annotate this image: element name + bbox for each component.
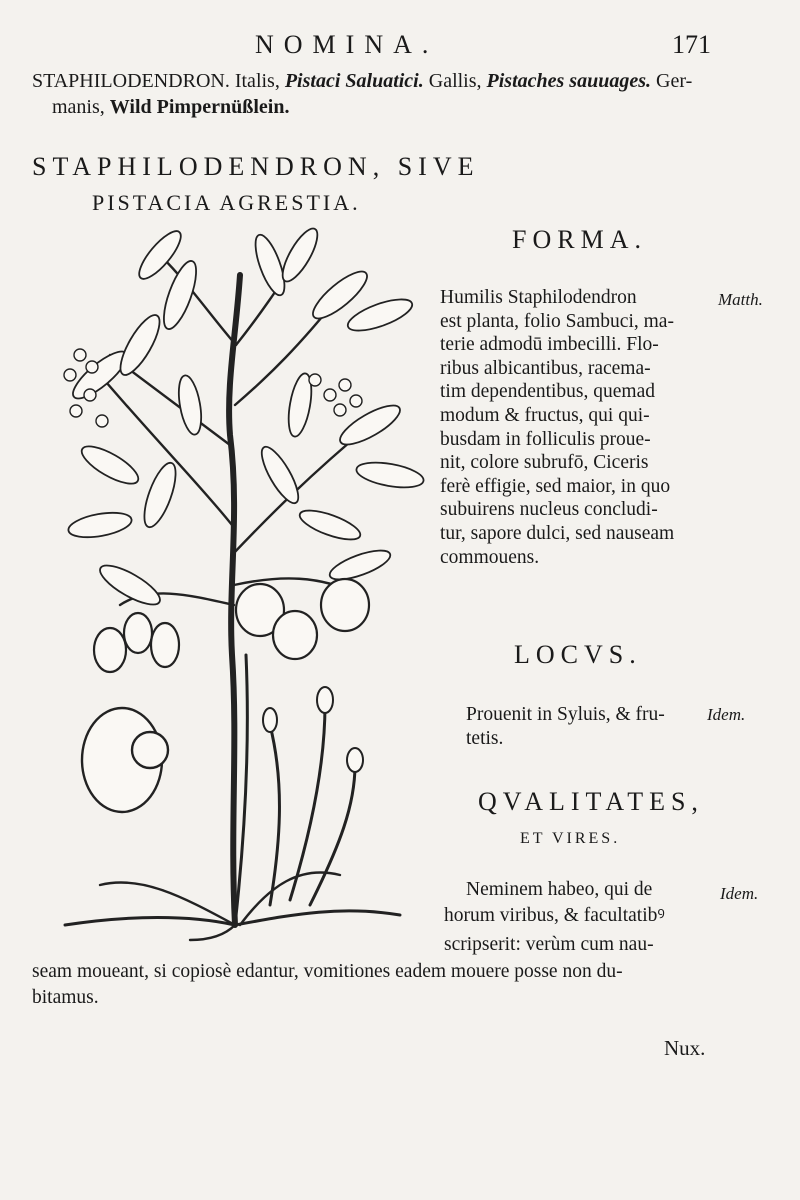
qualitates-line: horum viribus, & facultatibꝰ — [444, 905, 665, 926]
margin-note-idem-1: Idem. — [707, 705, 746, 724]
qualitates-heading: QVALITATES, — [478, 787, 704, 816]
forma-line: tim dependentibus, quemad — [440, 381, 655, 403]
forma-line: terie admodū imbecilli. Flo- — [440, 334, 659, 356]
plant-subtitle: PISTACIA AGRESTIA. — [92, 190, 361, 215]
forma-line: subuirens nucleus concludi- — [440, 499, 658, 521]
catchword: Nux. — [664, 1036, 706, 1060]
forma-line: est planta, folio Sambuci, ma- — [440, 310, 674, 332]
names-line-2 — [52, 96, 289, 119]
margin-note-idem-2: Idem. — [720, 884, 759, 903]
french-name: Pistaches sauuages. — [486, 70, 651, 92]
italian-name: Pistaci Saluatici. — [284, 70, 424, 92]
forma-heading: FORMA. — [512, 225, 647, 254]
german-name: Wild Pimpernüßlein. — [109, 96, 290, 118]
forma-line: Humilis Staphilodendron — [440, 287, 637, 308]
locus-line: tetis. — [466, 727, 504, 749]
ger-word: Ger- — [656, 70, 693, 92]
qualitates-line: bitamus. — [32, 987, 99, 1008]
gallis-word: Gallis, — [428, 70, 482, 92]
page-number: 171 — [672, 30, 711, 59]
manis-word: manis, — [52, 96, 105, 118]
plant-woodcut-illustration — [40, 225, 440, 945]
forma-line: busdam in folliculis proue- — [440, 428, 651, 450]
forma-line: modum & fructus, qui qui- — [440, 404, 650, 426]
qualitates-subheading: ET VIRES. — [520, 830, 621, 847]
forma-line: ribus albicantibus, racema- — [440, 357, 651, 379]
qualitates-line: seam moueant, si copiosè edantur, vomitiones eadem mouere posse non du- — [32, 961, 623, 982]
qualitates-line: scripserit: verùm cum nau- — [444, 934, 654, 955]
names-line-1 — [32, 70, 692, 93]
italis-word: Italis, — [234, 70, 280, 92]
forma-line: nit, colore subrufō, Ciceris — [440, 452, 649, 474]
forma-paragraph — [440, 286, 674, 569]
margin-note-matth: Matth. — [718, 290, 763, 309]
running-header: NOMINA. — [255, 30, 439, 59]
locus-paragraph — [466, 703, 665, 750]
qualitates-line: Neminem habeo, qui de — [466, 879, 653, 900]
forma-line: tur, sapore dulci, sed nauseam — [440, 522, 675, 544]
locus-heading: LOCVS. — [514, 640, 642, 669]
names-label: STAPHILODENDRON. — [32, 70, 230, 92]
plant-title: STAPHILODENDRON, SIVE — [32, 152, 480, 181]
forma-line: ferè effigie, sed maior, in quo — [440, 475, 671, 497]
locus-line: Prouenit in Syluis, & fru- — [466, 704, 665, 725]
forma-line: commouens. — [440, 546, 540, 568]
